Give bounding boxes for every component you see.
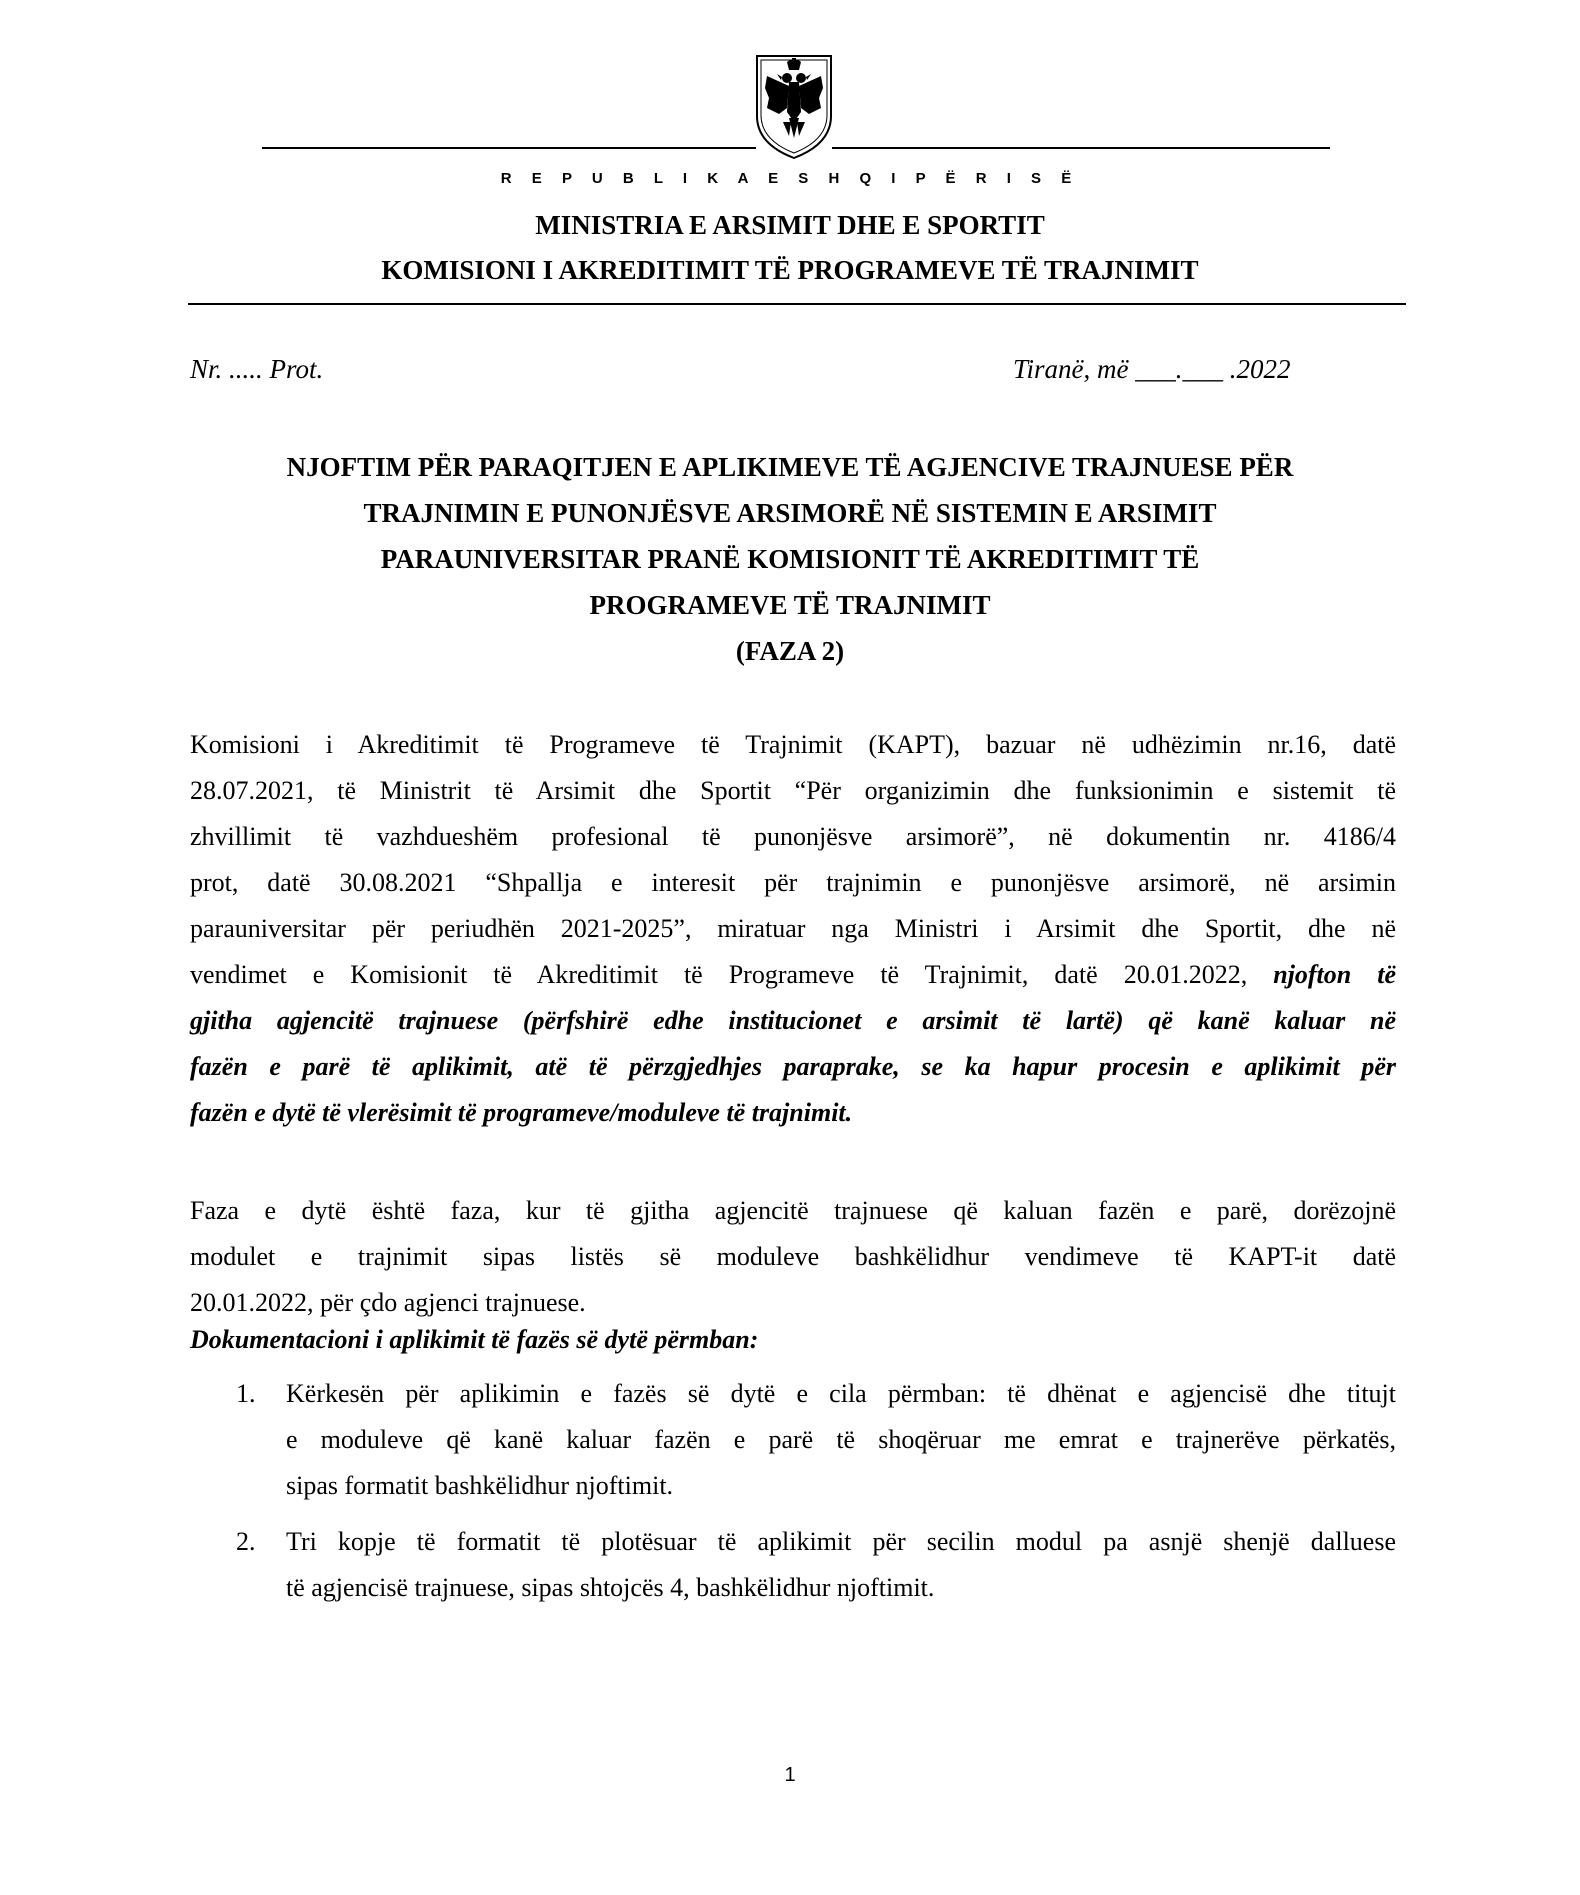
- paragraph-line: zhvillimit të vazhdueshëm profesional të punonjësve arsimorë”, në dokumentin nr. 4186/4: [190, 822, 1396, 851]
- list-line: e moduleve që kanë kaluar fazën e parë të shoqëruar me emrat e trajnerëve përkatës,: [286, 1425, 1396, 1454]
- list-item-body: [286, 1371, 1396, 1509]
- list-number: 2.: [236, 1527, 256, 1556]
- protocol-number: Nr. ..... Prot.: [190, 354, 324, 384]
- title-line: TRAJNIMIN E PUNONJËSVE ARSIMORË NË SISTEMIN E ARSIMIT: [363, 498, 1217, 528]
- documentation-heading: Dokumentacioni i aplikimit të fazës së dytë përmban:: [190, 1325, 759, 1354]
- notice-title: [150, 444, 1430, 674]
- ministry-name: MINISTRIA E ARSIMIT DHE E SPORTIT: [535, 210, 1045, 240]
- title-line: PROGRAMEVE TË TRAJNIMIT: [589, 590, 991, 620]
- paragraph-line: Komisioni i Akreditimit të Programeve të Trajnimit (KAPT), bazuar në udhëzimin nr.16, datë: [190, 730, 1396, 759]
- commission-name: KOMISIONI I AKREDITIMIT TË PROGRAMEVE TË TRAJNIMIT: [381, 255, 1199, 285]
- list-number: 1.: [236, 1379, 256, 1408]
- intro-paragraph: [190, 722, 1396, 1136]
- paragraph-line: 28.07.2021, të Ministrit të Arsimit dhe Sportit “Për organizimin dhe funksionimin e sistemit të: [190, 776, 1396, 805]
- list-item-body: [286, 1519, 1396, 1611]
- paragraph-text: vendimet e Komisionit të Akreditimit të Programeve të Trajnimit, datë 20.01.2022,: [190, 960, 1274, 989]
- list-line: Kërkesën për aplikimin e fazës së dytë e cila përmban: të dhënat e agjencisë dhe titujt: [286, 1379, 1396, 1408]
- paragraph-line: 20.01.2022, për çdo agjenci trajnuese.: [190, 1288, 586, 1317]
- paragraph-line: Faza e dytë është faza, kur të gjitha agjencitë trajnuese që kaluan fazën e parë, dorëzojnë: [190, 1196, 1396, 1225]
- list-line: të agjencisë trajnuese, sipas shtojcës 4, bashkëlidhur njoftimit.: [286, 1573, 935, 1602]
- paragraph-line: modulet e trajnimit sipas listës së moduleve bashkëlidhur vendimeve të KAPT-it datë: [190, 1242, 1396, 1271]
- albanian-coat-of-arms-icon: [753, 52, 835, 162]
- phase-paragraph: [190, 1188, 1396, 1326]
- list-line: Tri kopje të formatit të plotësuar të aplikimit për secilin modul pa asnjë shenjë dalluese: [286, 1527, 1396, 1556]
- header-divider: [188, 303, 1406, 305]
- page-number: 1: [784, 1764, 796, 1786]
- paragraph-line: parauniversitar për periudhën 2021-2025”, miratuar nga Ministri i Arsimit dhe Sportit, dhe në: [190, 914, 1396, 943]
- bold-line: gjitha agjencitë trajnuese (përfshirë edhe institucionet e arsimit të lartë) që kanë kaluar në: [190, 1006, 1396, 1035]
- republic-label: R E P U B L I K A E S H Q I P Ë R I S Ë: [500, 170, 1080, 187]
- header-divider-left: [262, 147, 756, 149]
- paragraph-line: prot, datë 30.08.2021 “Shpallja e interesit për trajnimin e punonjësve arsimorë, në arsimin: [190, 868, 1396, 897]
- paragraph-line: [190, 952, 1396, 998]
- header-divider-right: [832, 147, 1330, 149]
- title-line: (FAZA 2): [735, 636, 845, 666]
- title-line: NJOFTIM PËR PARAQITJEN E APLIKIMEVE TË AGJENCIVE TRAJNUESE PËR: [286, 452, 1294, 482]
- list-line: sipas formatit bashkëlidhur njoftimit.: [286, 1471, 674, 1500]
- place-date: Tiranë, më ___.___ .2022: [1013, 354, 1291, 384]
- bold-line: fazën e dytë të vlerësimit të programeve/moduleve të trajnimit.: [190, 1098, 853, 1127]
- bold-line: fazën e parë të aplikimit, atë të përzgjedhjes paraprake, se ka hapur procesin e aplikimit për: [190, 1052, 1396, 1081]
- title-line: PARAUNIVERSITAR PRANË KOMISIONIT TË AKREDITIMIT TË: [380, 544, 1200, 574]
- bold-emphasis: njofton të: [1273, 960, 1396, 989]
